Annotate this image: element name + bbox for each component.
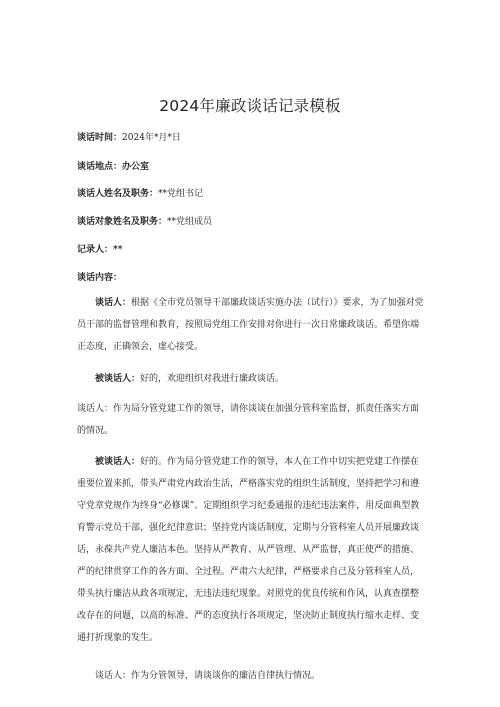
field-label: 谈话地点： [77,162,123,172]
dialogue-paragraph [77,398,425,442]
speaker-label: 谈话人： [95,671,132,681]
field-value: **党组成员 [167,217,213,227]
field-label: 谈话内容： [77,273,123,283]
field-value: **党组书记 [158,189,204,199]
speaker-label: 被谈话人： [95,457,141,467]
field-value: 2024年*月*日 [122,133,181,143]
field-content [77,270,122,283]
field-label: 记录人： [77,245,114,255]
speaker-label: 谈话人： [77,404,114,414]
dialogue-text: 根据《全市党员领导干部廉政谈话实施办法（试行）》要求，为了加强对党员干部的监督管理和教育，按照局党组工作安排对你进行一次日常廉政谈话。希望你端正态度，正确领会，虚心接受。 [77,298,424,352]
dialogue-paragraph [77,292,425,358]
dialogue-paragraph [77,451,425,649]
speaker-label: 被谈话人： [95,374,141,384]
field-interviewee [77,214,212,227]
speaker-label: 谈话人： [95,298,132,308]
field-label: 谈话人姓名及职务： [77,189,159,199]
dialogue-text: 作为分管领导，请谈谈你的廉洁自律执行情况。 [131,671,321,681]
field-interviewer [77,186,203,199]
dialogue-paragraph [77,665,425,687]
field-location [77,159,149,172]
dialogue-text: 好的，欢迎组织对我进行廉政谈话。 [140,374,285,384]
dialogue-paragraph [77,368,425,390]
field-recorder [77,242,122,255]
field-value: ** [113,245,123,255]
dialogue-text: 好的。作为局分管党建工作的领导，本人在工作中切实把党建工作摆在重要位置来抓，带头严肃党内政治生活，严格落实党的组织生活制度，坚持把学习和遵守党章党规作为终身“必修课”。定期组织学习纪委通报的违纪违法案件，用反面典型教育警示党员干部，强化纪律意识；坚持党内谈话制度，定期与分管科室人员开展廉政谈话，永葆共产党人廉洁本色。坚持从严教育、从严管理、从严监督，真正使严的措施、严的纪律贯穿工作的各方面、全过程。严肃六大纪律，严格要求自己及分管科室人员，带头执行廉洁从政各项规定，无违法违纪现象。对照党的优良传统和作风，认真查摆整改存在的问题，以高的标准、严的态度执行各项规定，坚决防止制度执行缩水走样、变通打折现象的发生。 [77,457,420,643]
dialogue-text: 作为局分管党建工作的领导，请你谈谈在加强分管科室监督，抓责任落实方面的情况。 [77,404,420,436]
field-label: 谈话对象姓名及职务： [77,217,168,227]
field-time [77,130,181,143]
field-value: 办公室 [122,162,150,172]
document-title: 2024年廉政谈话记录模板 [159,97,341,115]
field-label: 谈话时间： [77,133,123,143]
